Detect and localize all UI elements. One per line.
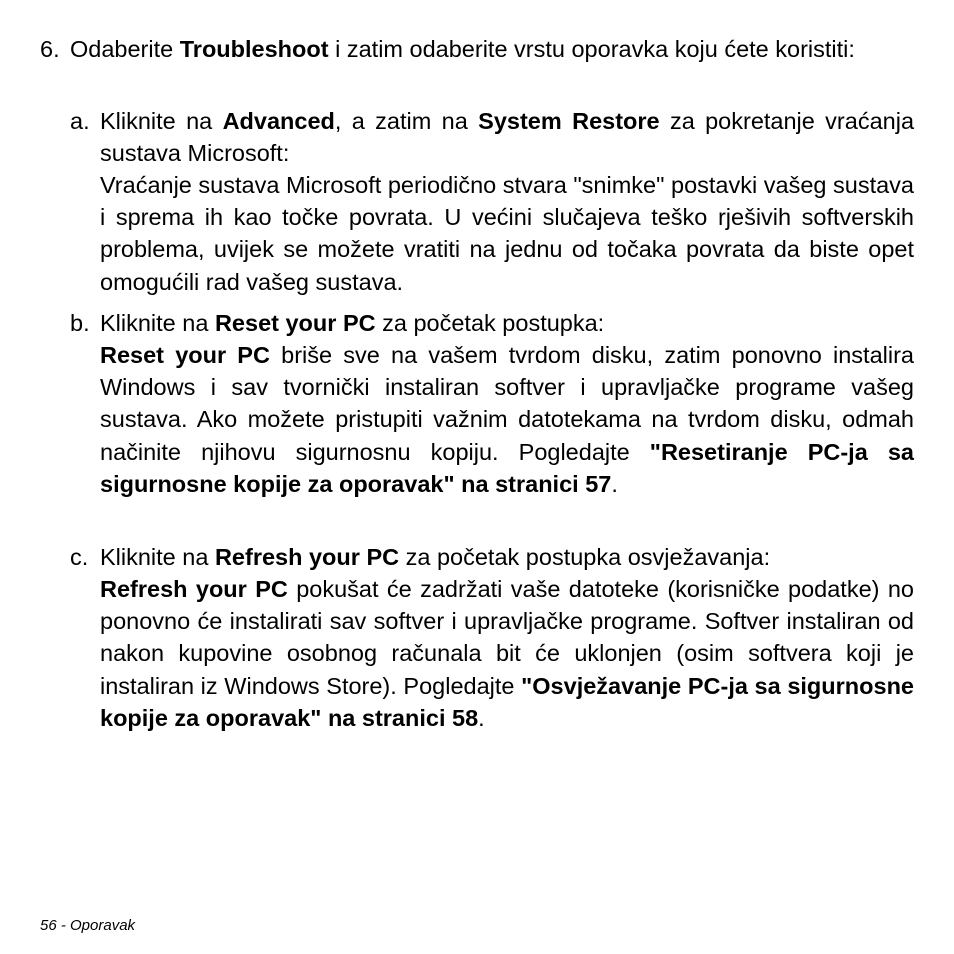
item-c-instruction: Kliknite na Refresh your PC za početak postupka osvježavanja: [100,544,771,570]
page-footer: 56 - Oporavak [40,917,136,934]
item-a-instruction: Kliknite na Advanced, a zatim na System Restore za pokretanje vraćanja sustava Microsoft: [100,108,915,167]
advanced-term: Advanced [222,108,335,134]
item-b-marker: b. [70,310,90,336]
item-a-marker: a. [70,108,90,134]
refresh-pc-reference: "Osvježavanje PC-ja sa sigurnosne kopije za oporavak" na stranici 58 [100,672,914,731]
item-c-description: Refresh your PC pokušat će zadržati vaše datoteke (korisničke podatke) no ponovno će instalirati sav softver i upravljačke programe. Softver instaliran od nakon kupovine osobnog računala bit će uklonjen (osim softvera koji je instaliran iz Windows Store). Pogledajte "Osvježavanje PC-ja sa sigurnosne kopije za oporavak" na stranici 58. [100,576,914,731]
item-b-description: Reset your PC briše sve na vašem tvrdom disku, zatim ponovno instalira Windows i sav tvornički instaliran softver i upravljačke programe vašeg sustava. Ako možete pristupiti važnim datotekama na tvrdom disku, odmah načinite njihovu sigurnosnu kopiju. Pogledajte "Resetiranje PC-ja sa sigurnosne kopije za oporavak" na stranici 57. [100,342,914,497]
troubleshoot-term: Troubleshoot [179,36,329,62]
reset-pc-reference: "Resetiranje PC-ja sa sigurnosne kopije za oporavak" na stranici 57 [100,438,914,497]
refresh-your-pc-term: Refresh your PC [214,544,400,570]
item-a-description: Vraćanje sustava Microsoft periodično stvara "snimke" postavki vašeg sustava i sprema ih kao točke povrata. U većini slučajeva teško rješivih softverskih problema, uvijek se možete vratiti na jednu od točaka povrata da biste opet omogućili rad vašeg sustava. [100,172,914,295]
system-restore-term: System Restore [478,108,660,134]
step-number: 6. [40,36,60,62]
step-6-text: Odaberite Troubleshoot i zatim odaberite vrstu oporavka koju ćete koristiti: [70,36,855,62]
item-b-instruction: Kliknite na Reset your PC za početak postupka: [100,310,605,336]
reset-your-pc-term: Reset your PC [214,310,376,336]
item-c-marker: c. [70,544,89,570]
